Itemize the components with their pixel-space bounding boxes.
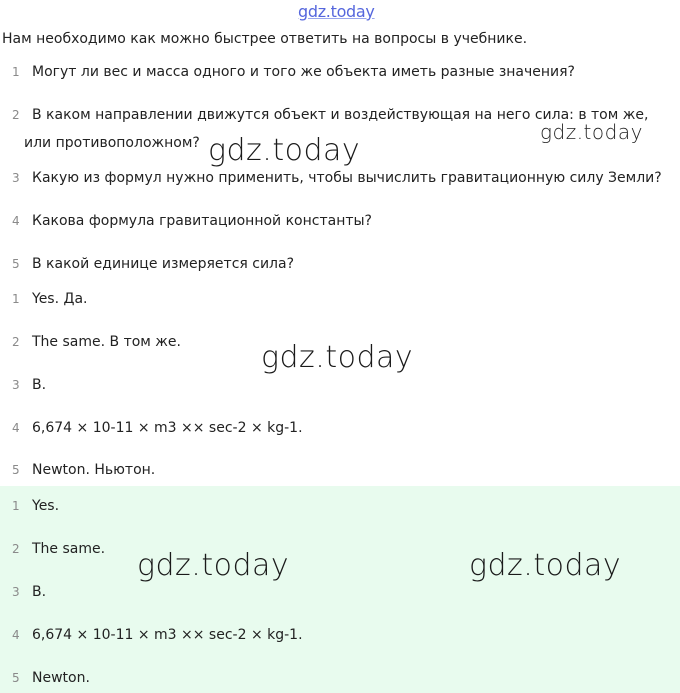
item-text: Newton. Ньютон. <box>32 462 156 478</box>
intro-text: Нам необходимо как можно быстрее ответить на вопросы в учебнике. <box>2 31 528 47</box>
item-number: 4 <box>12 214 20 228</box>
item-number: 5 <box>12 257 20 271</box>
item-number: 3 <box>12 585 20 599</box>
item-text-continued: или противоположном? <box>24 135 200 151</box>
watermark: gdz.today <box>261 340 414 375</box>
item-text: В. <box>32 584 47 600</box>
watermark: gdz.today <box>469 548 622 583</box>
item-number: 3 <box>12 378 20 392</box>
item-text: Yes. Да. <box>32 291 88 307</box>
item-number: 5 <box>12 463 20 477</box>
item-text: Какова формула гравитационной константы? <box>32 213 372 229</box>
item-number: 1 <box>12 499 20 513</box>
item-number: 2 <box>12 542 20 556</box>
english-answers-block <box>0 486 680 693</box>
item-text: Какую из формул нужно применить, чтобы вычислить гравитационную силу Земли? <box>32 170 662 186</box>
item-number: 2 <box>12 335 20 349</box>
item-text: Могут ли вес и масса одного и того же объекта иметь разные значения? <box>32 64 575 80</box>
item-text: The same. <box>32 541 106 557</box>
item-text: 6,674 × 10-11 × m3 ×× sec-2 × kg-1. <box>32 420 303 436</box>
item-text: Yes. <box>32 498 60 514</box>
item-number: 5 <box>12 671 20 685</box>
item-text: Newton. <box>32 670 90 686</box>
item-text: The same. В том же. <box>32 334 181 350</box>
item-number: 1 <box>12 292 20 306</box>
item-number: 4 <box>12 628 20 642</box>
item-text: 6,674 × 10-11 × m3 ×× sec-2 × kg-1. <box>32 627 303 643</box>
watermark: gdz.today <box>137 548 290 583</box>
watermark: gdz.today <box>540 120 643 144</box>
item-text: В. <box>32 377 47 393</box>
item-number: 3 <box>12 171 20 185</box>
item-number: 4 <box>12 421 20 435</box>
watermark: gdz.today <box>208 133 361 168</box>
item-text: В какой единице измеряется сила? <box>32 256 295 272</box>
site-logo[interactable]: gdz.today <box>298 2 375 21</box>
item-number: 2 <box>12 108 20 122</box>
item-number: 1 <box>12 65 20 79</box>
item-text: В каком направлении движутся объект и воздействующая на него сила: в том же, <box>32 107 649 123</box>
